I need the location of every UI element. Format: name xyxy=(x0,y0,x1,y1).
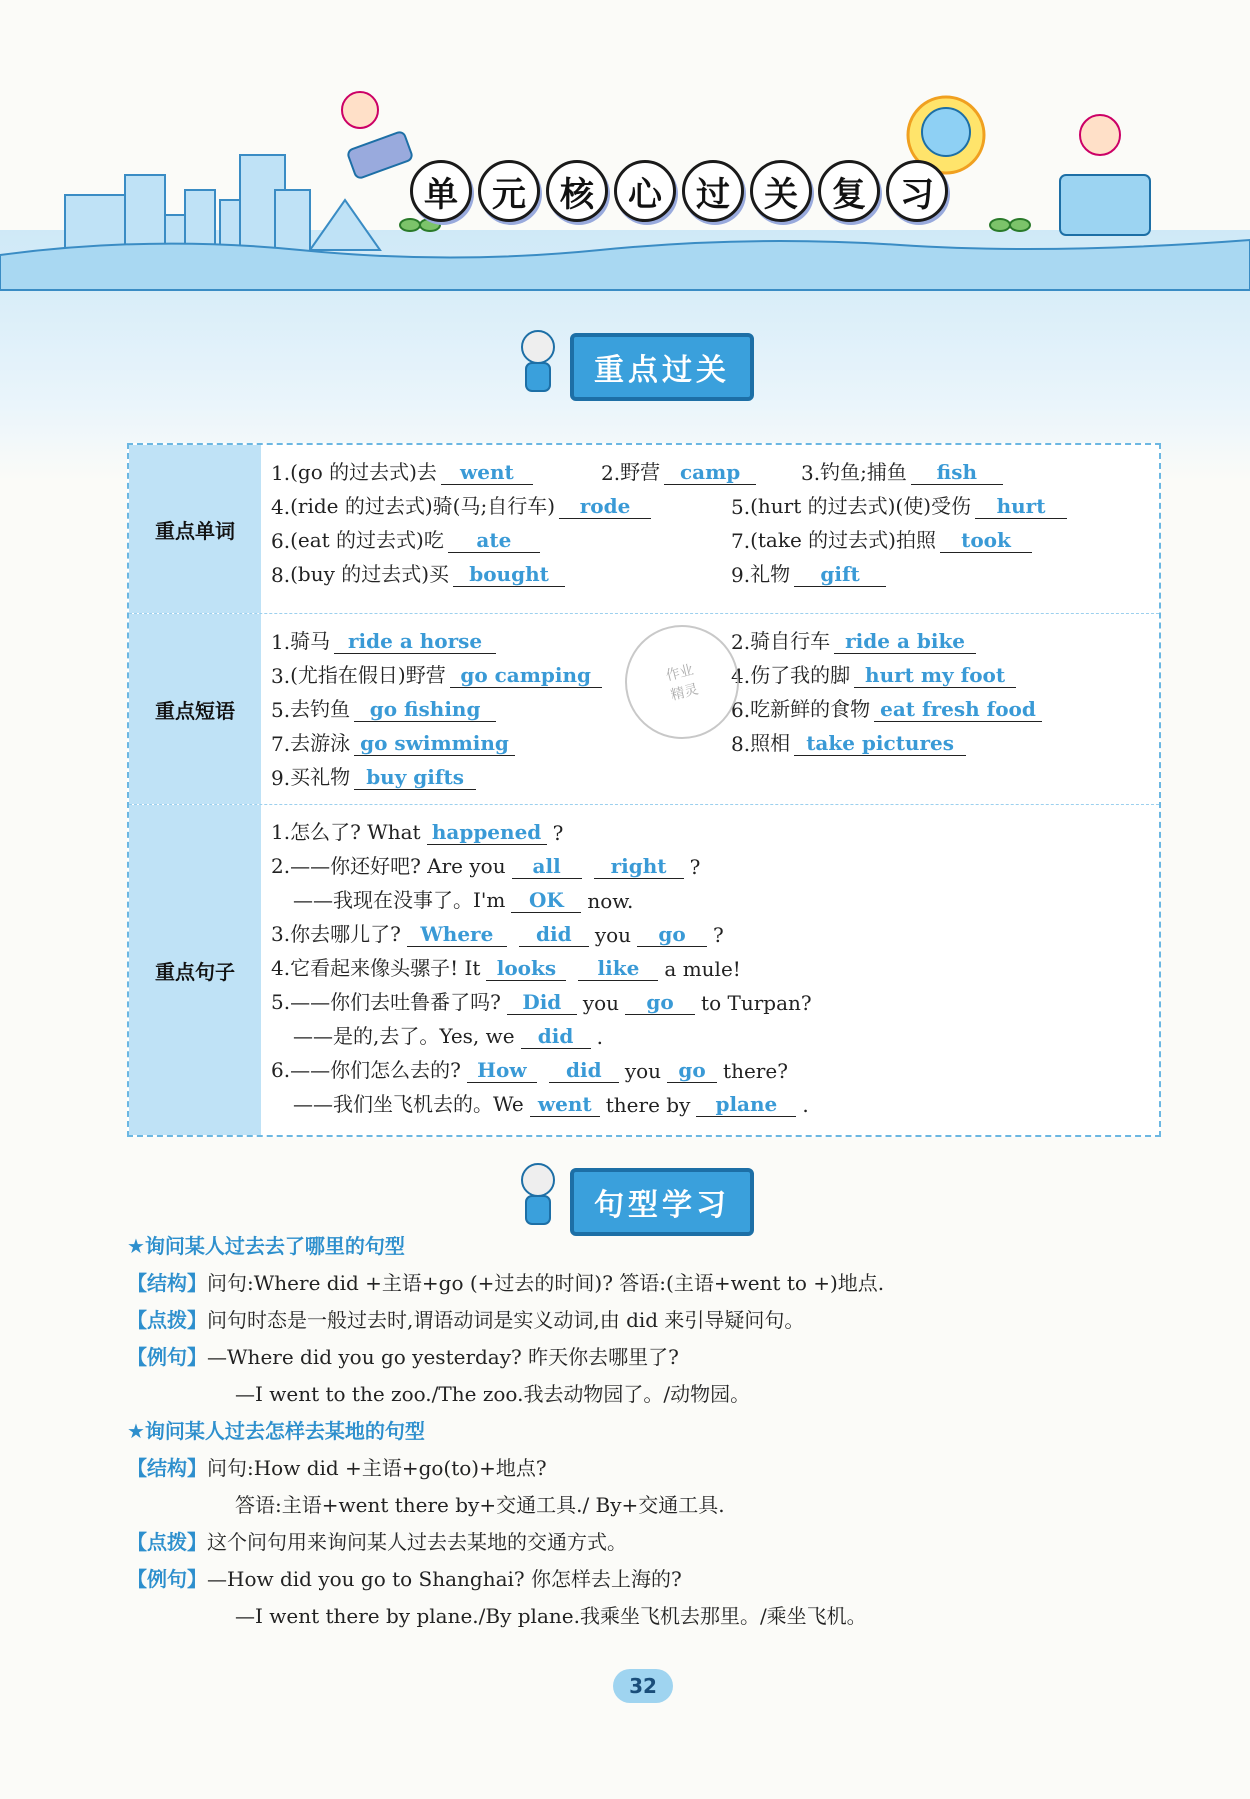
sentence-line: ——我现在没事了。I'm OK now. xyxy=(293,888,634,913)
answer: ride a horse xyxy=(334,629,496,654)
answer: like xyxy=(578,956,658,981)
word-item: 4. (ride 的过去式)骑(马;自行车) rode xyxy=(271,490,731,519)
word-item: 1. (go 的过去式)去 went xyxy=(271,456,601,485)
title-char: 复 xyxy=(818,160,880,222)
phrase-item: 4. 伤了我的脚 hurt my foot xyxy=(731,659,1020,688)
answer: take pictures xyxy=(794,731,966,756)
answer: looks xyxy=(486,956,566,981)
answer: go xyxy=(625,990,695,1015)
answer: took xyxy=(940,528,1032,553)
answer: did xyxy=(549,1058,619,1083)
sentence-line: 2.——你还好吧? Are you all right ? xyxy=(271,854,701,879)
title-char: 习 xyxy=(886,160,948,222)
answer: buy gifts xyxy=(354,765,476,790)
answer: How xyxy=(467,1058,537,1083)
answer: go camping xyxy=(450,663,602,688)
answer: all xyxy=(512,854,582,879)
phrase-item: 7. 去游泳 go swimming xyxy=(271,727,731,756)
answer: eat fresh food xyxy=(874,697,1042,722)
answer: ate xyxy=(448,528,540,553)
sentence-line: 4.它看起来像头骡子! It looks like a mule! xyxy=(271,956,741,981)
answer: camp xyxy=(664,460,756,485)
title-char: 心 xyxy=(614,160,676,222)
word-item: 8. (buy 的过去式)买 bought xyxy=(271,558,731,587)
answer: OK xyxy=(511,888,581,913)
answer: go xyxy=(667,1058,717,1083)
category-label: 重点句子 xyxy=(129,805,261,1135)
word-item: 5. (hurt 的过去式)(使)受伤 hurt xyxy=(731,490,1071,519)
answer: went xyxy=(530,1092,600,1117)
title-char: 核 xyxy=(546,160,608,222)
pattern-heading: ★询问某人过去怎样去某地的句型 xyxy=(127,1419,425,1443)
answer: did xyxy=(519,922,589,947)
sentence-line: 5.——你们去吐鲁番了吗? Did you go to Turpan? xyxy=(271,990,812,1015)
sentence-line: ——是的,去了。Yes, we did . xyxy=(293,1024,603,1049)
pattern-example: —I went to the zoo./The zoo.我去动物园了。/动物园。 xyxy=(235,1382,751,1406)
answer: plane xyxy=(696,1092,796,1117)
word-item: 6. (eat 的过去式)吃 ate xyxy=(271,524,731,553)
key-sentences-row xyxy=(129,805,1159,1135)
unit-review-title xyxy=(410,160,948,222)
phrase-item: 3. (尤指在假日)野营 go camping xyxy=(271,659,731,688)
pattern-structure: 【结构】问句:Where did +主语+go (+过去的时间)? 答语:(主语+went to +)地点. xyxy=(127,1271,885,1295)
sentence-patterns xyxy=(127,1228,1147,1635)
pattern-example: —I went there by plane./By plane.我乘坐飞机去那里。/乘坐飞机。 xyxy=(235,1604,867,1628)
title-char: 元 xyxy=(478,160,540,222)
category-label: 重点单词 xyxy=(129,445,261,613)
answer: rode xyxy=(559,494,651,519)
answer: right xyxy=(594,854,684,879)
title-char: 单 xyxy=(410,160,472,222)
answer: go xyxy=(637,922,707,947)
sentence-line: 6.——你们怎么去的? How did you go there? xyxy=(271,1058,788,1083)
section-title-sentence-patterns: 句型学习 xyxy=(570,1168,754,1236)
title-char: 过 xyxy=(682,160,744,222)
pattern-tip: 【点拨】问句时态是一般过去时,谓语动词是实义动词,由 did 来引导疑问句。 xyxy=(127,1308,805,1332)
word-item: 3. 钓鱼;捕鱼 fish xyxy=(801,456,1007,485)
header-illustration xyxy=(0,0,1250,300)
answer: gift xyxy=(794,562,886,587)
category-label: 重点短语 xyxy=(129,614,261,804)
section-title-key-points: 重点过关 xyxy=(570,333,754,401)
phrase-item: 5. 去钓鱼 go fishing xyxy=(271,693,731,722)
page-number: 32 xyxy=(613,1669,673,1703)
word-item: 9. 礼物 gift xyxy=(731,558,890,587)
key-points-table xyxy=(127,443,1161,1137)
mouse-mascot-icon xyxy=(508,325,568,395)
phrase-item: 2. 骑自行车 ride a bike xyxy=(731,625,980,654)
answer: went xyxy=(441,460,533,485)
key-words-row xyxy=(129,445,1159,614)
pattern-heading: ★询问某人过去去了哪里的句型 xyxy=(127,1234,405,1258)
phrase-item: 8. 照相 take pictures xyxy=(731,727,970,756)
pattern-example: 【例句】—How did you go to Shanghai? 你怎样去上海的? xyxy=(127,1567,682,1591)
pattern-structure: 【结构】问句:How did +主语+go(to)+地点? xyxy=(127,1456,547,1480)
phrase-item: 9. 买礼物 buy gifts xyxy=(271,761,480,790)
answer: hurt xyxy=(975,494,1067,519)
phrase-item: 1. 骑马 ride a horse xyxy=(271,625,731,654)
mouse-mascot-icon xyxy=(508,1158,568,1228)
answer: happened xyxy=(427,820,547,845)
word-item: 2. 野营 camp xyxy=(601,456,801,485)
answer: did xyxy=(521,1024,591,1049)
pattern-example: 【例句】—Where did you go yesterday? 昨天你去哪里了? xyxy=(127,1345,679,1369)
answer: fish xyxy=(911,460,1003,485)
answer: go swimming xyxy=(354,731,515,756)
answer: hurt my foot xyxy=(854,663,1016,688)
pattern-tip: 【点拨】这个问句用来询问某人过去去某地的交通方式。 xyxy=(127,1530,627,1554)
answer: bought xyxy=(453,562,565,587)
pattern-structure: 答语:主语+went there by+交通工具./ By+交通工具. xyxy=(235,1493,725,1517)
sentence-line: 3.你去哪儿了? Where did you go ? xyxy=(271,922,724,947)
watermark-stamp: 作业 精灵 xyxy=(613,613,751,751)
title-char: 关 xyxy=(750,160,812,222)
sentence-line: 1.怎么了? What happened ? xyxy=(271,820,564,845)
answer: Where xyxy=(407,922,507,947)
answer: ride a bike xyxy=(834,629,976,654)
sentence-line: ——我们坐飞机去的。We went there by plane . xyxy=(293,1092,809,1117)
answer: go fishing xyxy=(354,697,496,722)
phrase-item: 6. 吃新鲜的食物 eat fresh food xyxy=(731,693,1046,722)
answer: Did xyxy=(507,990,577,1015)
word-item: 7. (take 的过去式)拍照 took xyxy=(731,524,1036,553)
